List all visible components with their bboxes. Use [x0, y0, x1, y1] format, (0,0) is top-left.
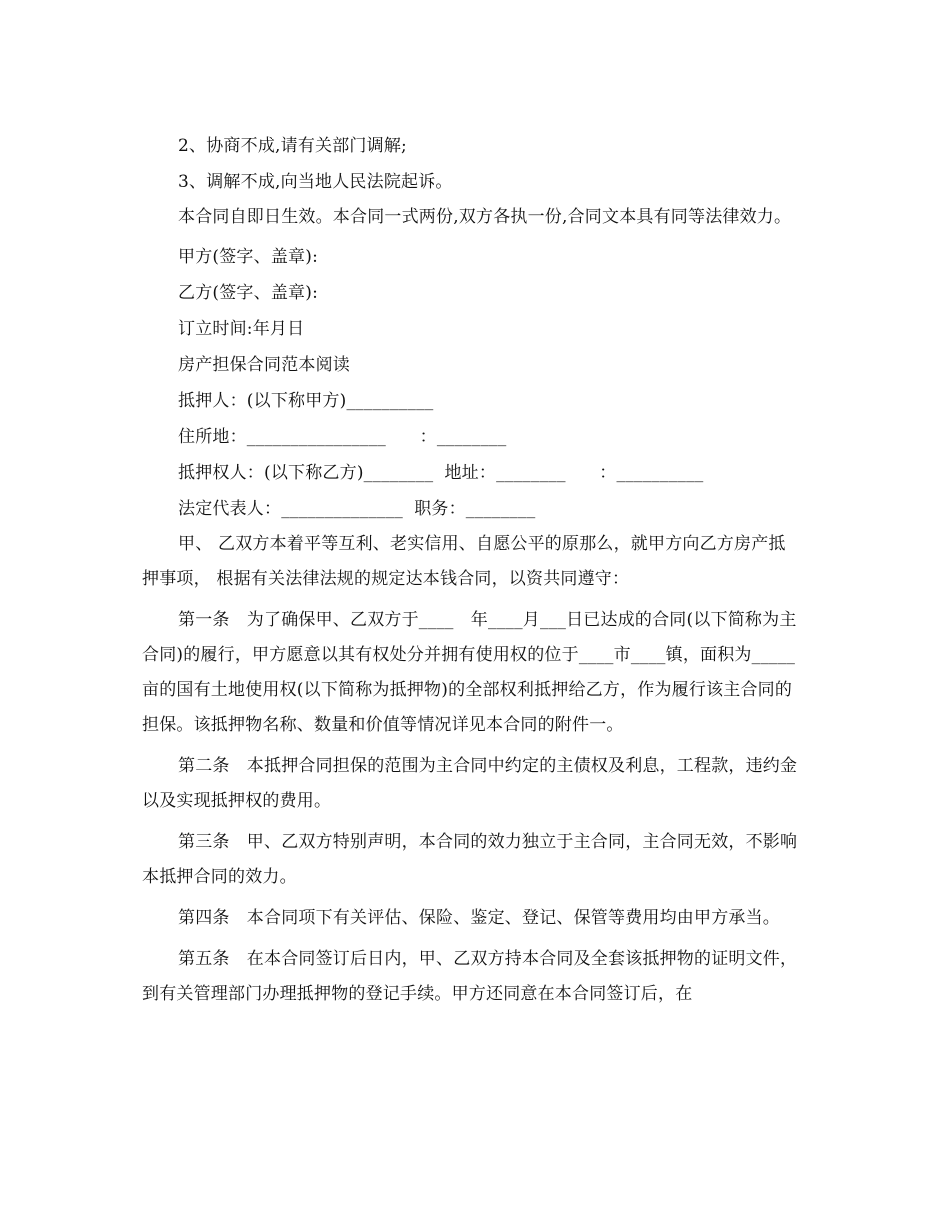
article-5: 第五条 在本合同签订后日内，甲、乙双方持本合同及全套该抵押物的证明文件，到有关管理部门办理抵押物的登记手续。甲方还同意在本合同签订后，在 — [142, 949, 798, 1004]
mortgagee-line: 抵押权人：(以下称乙方)________ 地址：________ ：__________ — [178, 463, 704, 483]
paragraph-effectiveness: 本合同自即日生效。本合同一式两份,双方各执一份,合同文本具有同等法律效力。 — [178, 207, 792, 227]
section-title: 房产担保合同范本阅读 — [178, 355, 350, 375]
mortgagor-line: 抵押人：(以下称甲方)__________ — [178, 391, 434, 411]
residence-line: 住所地：________________ ：________ — [178, 427, 507, 447]
document-body — [142, 128, 802, 1012]
article-1: 第一条 为了确保甲、乙双方于____ 年____月___日已达成的合同(以下简称为主合同)的履行，甲方愿意以其有权处分并拥有使用权的位于____市____镇，面积为_____亩的国有土地使用权(以下简称为抵押物)的全部权利抵押给乙方，作为履行该主合同的担保。该抵押物名称、数量和价值等情况详见本合同的附件一。 — [142, 610, 797, 735]
signature-party-a: 甲方(签字、盖章): — [178, 247, 318, 267]
paragraph-clause-3: 3、调解不成,向当地人民法院起诉。 — [178, 172, 453, 192]
signing-date: 订立时间:年月日 — [178, 319, 305, 339]
article-3: 第三条 甲、乙双方特别声明，本合同的效力独立于主合同，主合同无效，不影响本抵押合同的效力。 — [142, 832, 798, 887]
article-2: 第二条 本抵押合同担保的范围为主合同中约定的主债权及利息，工程款，违约金以及实现抵押权的费用。 — [142, 756, 798, 811]
paragraph-clause-2: 2、协商不成,请有关部门调解; — [178, 136, 407, 156]
preamble-paragraph: 甲、 乙双方本着平等互利、老实信用、自愿公平的原那么，就甲方向乙方房产抵押事项， 根据有关法律法规的规定达本钱合同，以资共同遵守： — [142, 534, 786, 589]
article-4: 第四条 本合同项下有关评估、保险、鉴定、登记、保管等费用均由甲方承当。 — [178, 908, 780, 928]
signature-party-b: 乙方(签字、盖章): — [178, 283, 318, 303]
legal-representative-line: 法定代表人：______________ 职务：________ — [178, 499, 536, 519]
